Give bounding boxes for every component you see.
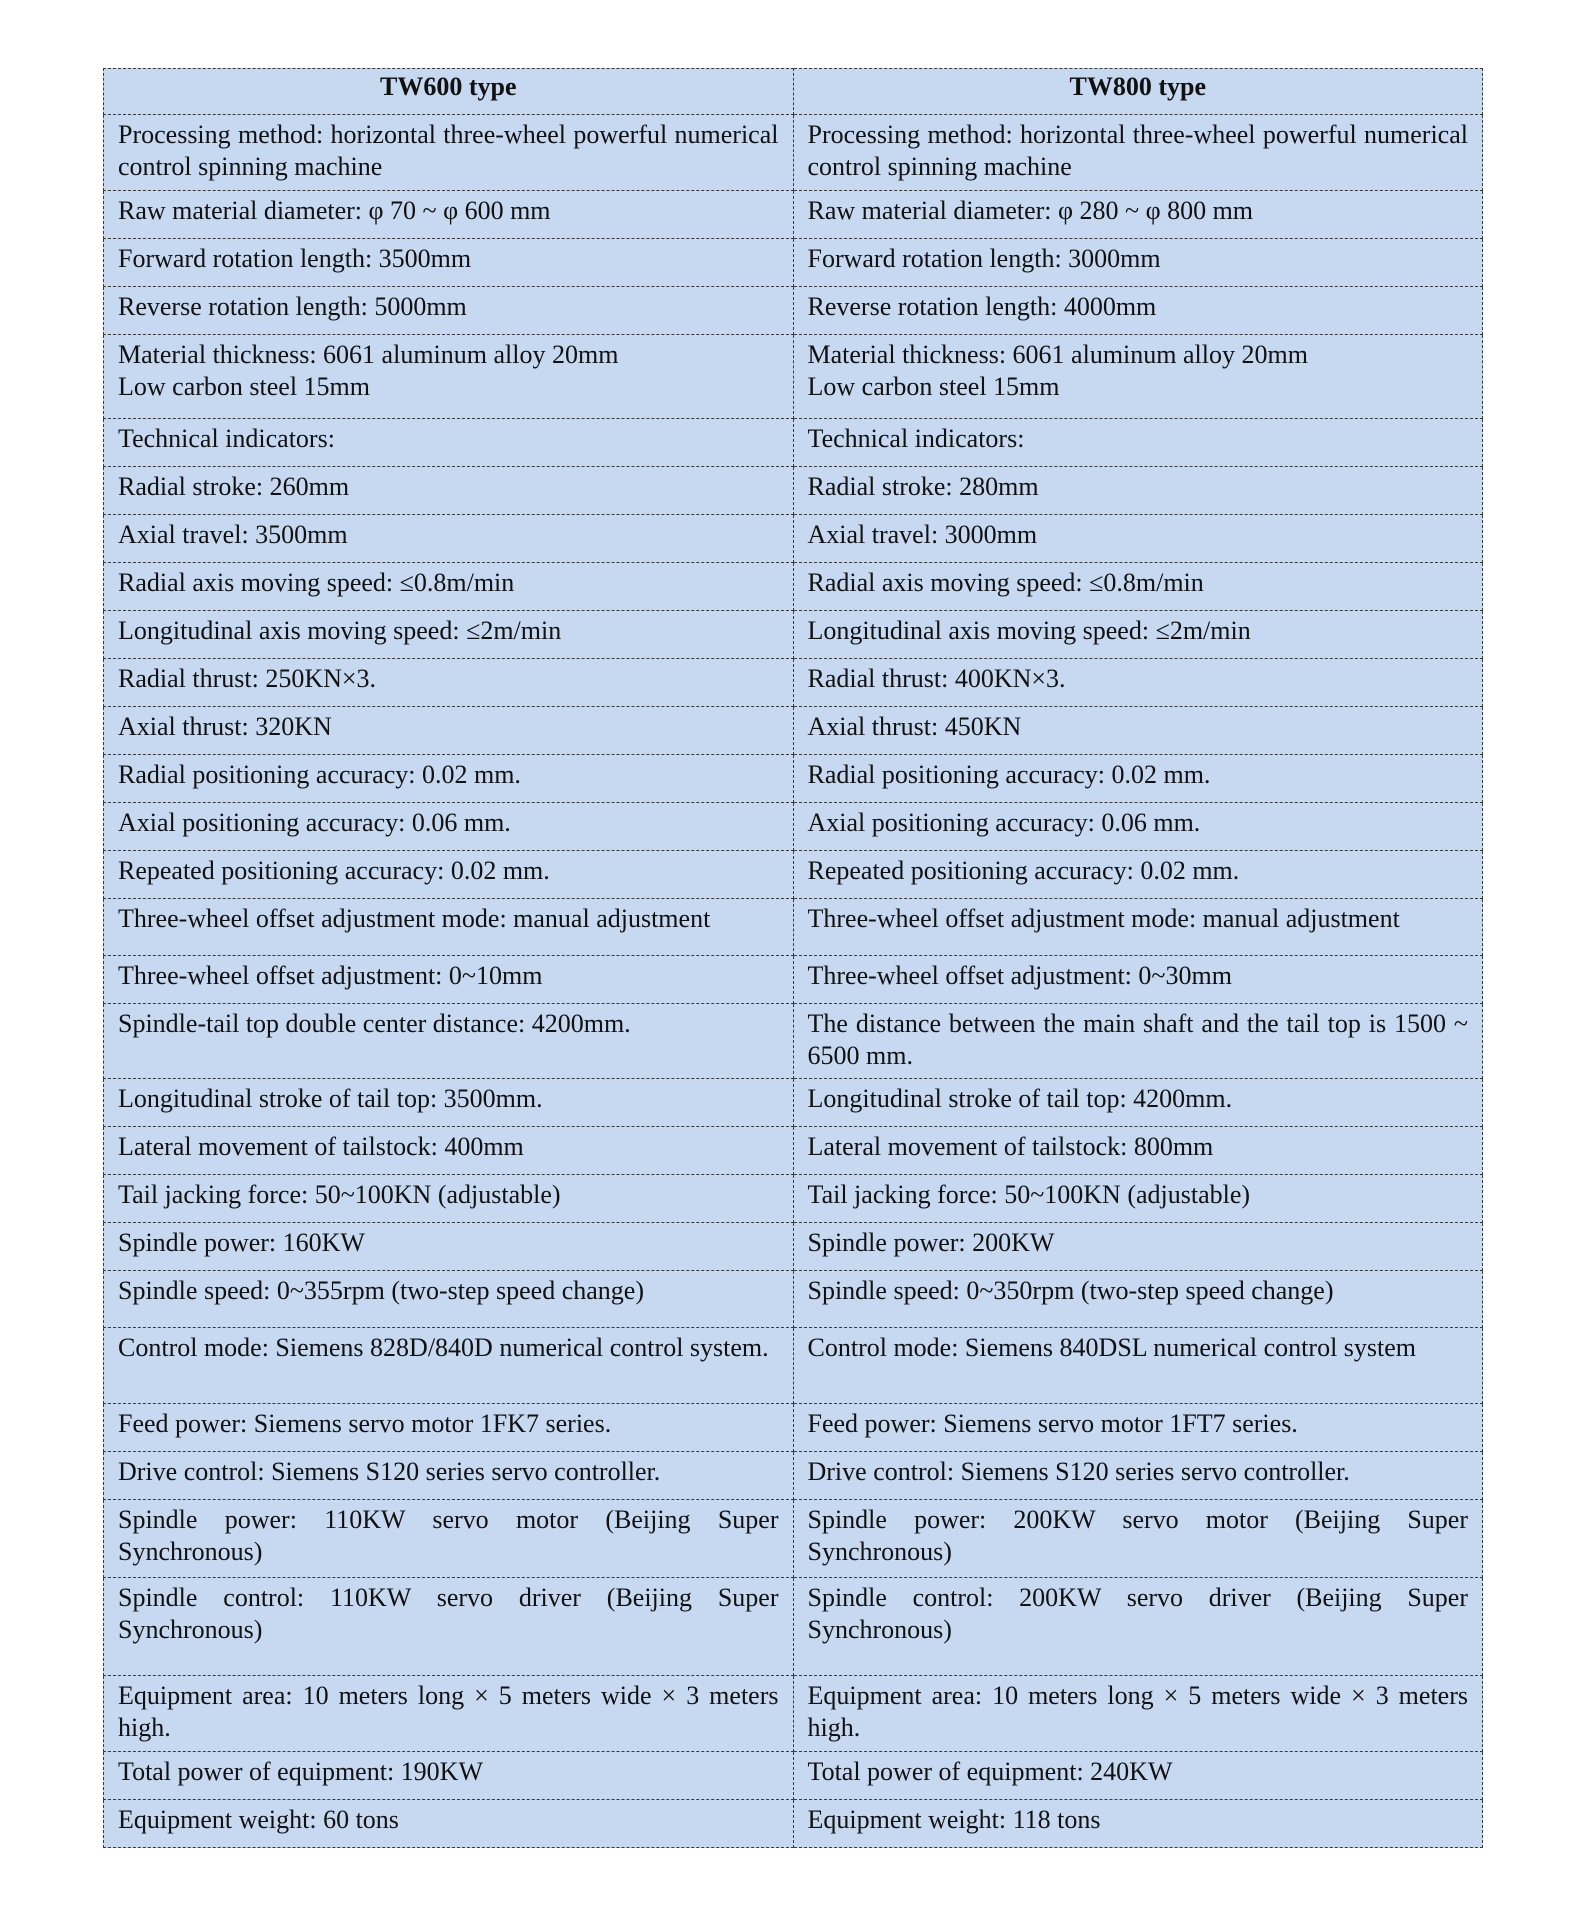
cell-text: Spindle-tail top double center distance: 4200mm. xyxy=(118,1009,631,1038)
cell-text: Radial thrust: 400KN×3. xyxy=(807,664,1066,693)
cell-text: Equipment area: 10 meters long × 5 meters wide × 3 meters high. xyxy=(807,1681,1468,1742)
cell-text: Three-wheel offset adjustment mode: manual adjustment xyxy=(118,904,711,933)
cell-tw800 xyxy=(793,1800,1483,1848)
cell-text: Radial thrust: 250KN×3. xyxy=(118,664,377,693)
cell-text: Longitudinal axis moving speed: ≤2m/min xyxy=(118,616,562,645)
cell-tw600 xyxy=(104,515,794,563)
cell-tw800 xyxy=(793,191,1483,239)
cell-text-line: Material thickness: 6061 aluminum alloy 20mm xyxy=(807,340,1308,369)
cell-tw600 xyxy=(104,1223,794,1271)
cell-tw800 xyxy=(793,755,1483,803)
table-header-row xyxy=(104,69,1483,115)
table-row xyxy=(104,1223,1483,1271)
table-row xyxy=(104,1752,1483,1800)
table-row xyxy=(104,1004,1483,1079)
cell-text-line: Low carbon steel 15mm xyxy=(118,372,370,401)
cell-tw800 xyxy=(793,515,1483,563)
table-row xyxy=(104,335,1483,419)
cell-tw600 xyxy=(104,467,794,515)
cell-tw600 xyxy=(104,239,794,287)
cell-text-line: Low carbon steel 15mm xyxy=(807,372,1060,401)
cell-tw800 xyxy=(793,1578,1483,1676)
cell-text: Longitudinal stroke of tail top: 4200mm. xyxy=(807,1084,1233,1113)
cell-text: Radial stroke: 280mm xyxy=(807,472,1039,501)
cell-text: Spindle power: 200KW xyxy=(807,1228,1055,1257)
cell-text: Spindle control: 110KW servo driver (Beijing Super Synchronous) xyxy=(118,1583,779,1644)
cell-tw800 xyxy=(793,1223,1483,1271)
table-row xyxy=(104,851,1483,899)
cell-tw800 xyxy=(793,956,1483,1004)
cell-tw800 xyxy=(793,659,1483,707)
cell-text: Equipment weight: 118 tons xyxy=(807,1805,1101,1834)
cell-tw600 xyxy=(104,851,794,899)
table-row xyxy=(104,287,1483,335)
cell-tw600 xyxy=(104,707,794,755)
table-row xyxy=(104,1500,1483,1578)
cell-tw600 xyxy=(104,1175,794,1223)
cell-text: Total power of equipment: 190KW xyxy=(118,1757,483,1786)
cell-tw800 xyxy=(793,1175,1483,1223)
cell-text: Feed power: Siemens servo motor 1FK7 series. xyxy=(118,1409,612,1438)
table-row xyxy=(104,707,1483,755)
cell-text: Processing method: horizontal three-wheel powerful numerical control spinning machine xyxy=(118,120,779,181)
cell-tw800 xyxy=(793,1004,1483,1079)
table-row xyxy=(104,515,1483,563)
cell-tw600 xyxy=(104,899,794,956)
cell-text: Three-wheel offset adjustment mode: manual adjustment xyxy=(807,904,1400,933)
cell-text: Spindle speed: 0~350rpm (two-step speed change) xyxy=(807,1276,1334,1305)
cell-tw600 xyxy=(104,611,794,659)
cell-text: Forward rotation length: 3500mm xyxy=(118,244,472,273)
cell-tw800 xyxy=(793,851,1483,899)
cell-text: Reverse rotation length: 5000mm xyxy=(118,292,467,321)
table-row xyxy=(104,467,1483,515)
cell-text: Axial travel: 3500mm xyxy=(118,520,348,549)
cell-tw800 xyxy=(793,803,1483,851)
cell-text: Radial positioning accuracy: 0.02 mm. xyxy=(118,760,521,789)
cell-text: Three-wheel offset adjustment: 0~10mm xyxy=(118,961,543,990)
cell-tw800 xyxy=(793,419,1483,467)
cell-text: Axial thrust: 320KN xyxy=(118,712,332,741)
cell-text: Repeated positioning accuracy: 0.02 mm. xyxy=(118,856,550,885)
table-row xyxy=(104,1404,1483,1452)
cell-tw800 xyxy=(793,707,1483,755)
cell-text: Control mode: Siemens 828D/840D numerical control system. xyxy=(118,1333,769,1362)
cell-tw600 xyxy=(104,1404,794,1452)
cell-tw600 xyxy=(104,1578,794,1676)
cell-text: Feed power: Siemens servo motor 1FT7 series. xyxy=(807,1409,1298,1438)
cell-text: Reverse rotation length: 4000mm xyxy=(807,292,1157,321)
cell-text: Lateral movement of tailstock: 400mm xyxy=(118,1132,524,1161)
cell-text: Axial positioning accuracy: 0.06 mm. xyxy=(807,808,1201,837)
cell-text: Processing method: horizontal three-wheel powerful numerical control spinning machine xyxy=(807,120,1468,181)
cell-text: Radial stroke: 260mm xyxy=(118,472,350,501)
cell-tw800 xyxy=(793,611,1483,659)
cell-text: Total power of equipment: 240KW xyxy=(807,1757,1173,1786)
cell-tw800 xyxy=(793,1328,1483,1404)
cell-text: Axial travel: 3000mm xyxy=(807,520,1038,549)
table-row xyxy=(104,1676,1483,1752)
cell-tw600 xyxy=(104,956,794,1004)
cell-text: Drive control: Siemens S120 series servo controller. xyxy=(807,1457,1350,1486)
cell-tw600 xyxy=(104,1079,794,1127)
cell-tw600 xyxy=(104,1800,794,1848)
cell-text: Spindle power: 200KW servo motor (Beijing Super Synchronous) xyxy=(807,1505,1468,1566)
cell-text: Spindle power: 160KW xyxy=(118,1228,365,1257)
cell-tw800 xyxy=(793,563,1483,611)
cell-tw800 xyxy=(793,1271,1483,1328)
cell-text: Spindle control: 200KW servo driver (Beijing Super Synchronous) xyxy=(807,1583,1468,1644)
cell-text: Forward rotation length: 3000mm xyxy=(807,244,1161,273)
cell-text: Technical indicators: xyxy=(118,424,335,453)
table-row xyxy=(104,1800,1483,1848)
cell-tw600 xyxy=(104,1452,794,1500)
cell-text: Three-wheel offset adjustment: 0~30mm xyxy=(807,961,1232,990)
table-row xyxy=(104,803,1483,851)
table-row xyxy=(104,1175,1483,1223)
cell-text: Spindle speed: 0~355rpm (two-step speed change) xyxy=(118,1276,644,1305)
cell-text: Tail jacking force: 50~100KN (adjustable) xyxy=(807,1180,1251,1209)
column-header-tw600: TW600 type xyxy=(104,69,794,115)
table-row xyxy=(104,563,1483,611)
cell-tw600 xyxy=(104,419,794,467)
cell-text: Equipment weight: 60 tons xyxy=(118,1805,399,1834)
cell-tw600 xyxy=(104,803,794,851)
cell-text: Control mode: Siemens 840DSL numerical control system xyxy=(807,1333,1417,1362)
table-row xyxy=(104,611,1483,659)
cell-tw800 xyxy=(793,335,1483,419)
cell-text: Lateral movement of tailstock: 800mm xyxy=(807,1132,1214,1161)
cell-text: Axial positioning accuracy: 0.06 mm. xyxy=(118,808,511,837)
table-row xyxy=(104,755,1483,803)
table-row xyxy=(104,419,1483,467)
table-row xyxy=(104,659,1483,707)
cell-tw800 xyxy=(793,1404,1483,1452)
table-row xyxy=(104,1328,1483,1404)
cell-text-line: Material thickness: 6061 aluminum alloy 20mm xyxy=(118,340,619,369)
spec-comparison-table xyxy=(103,68,1483,1848)
cell-text: Technical indicators: xyxy=(807,424,1025,453)
cell-text: Raw material diameter: φ 280 ~ φ 800 mm xyxy=(807,196,1254,225)
table-body xyxy=(104,115,1483,1848)
cell-tw600 xyxy=(104,1004,794,1079)
cell-tw600 xyxy=(104,115,794,191)
cell-text: The distance between the main shaft and the tail top is 1500 ~ 6500 mm. xyxy=(807,1009,1468,1070)
cell-text: Drive control: Siemens S120 series servo controller. xyxy=(118,1457,661,1486)
cell-text: Raw material diameter: φ 70 ~ φ 600 mm xyxy=(118,196,551,225)
cell-tw600 xyxy=(104,1127,794,1175)
cell-tw800 xyxy=(793,1127,1483,1175)
cell-tw600 xyxy=(104,287,794,335)
cell-tw800 xyxy=(793,467,1483,515)
table-row xyxy=(104,239,1483,287)
cell-tw800 xyxy=(793,1452,1483,1500)
cell-text: Repeated positioning accuracy: 0.02 mm. xyxy=(807,856,1240,885)
cell-text: Tail jacking force: 50~100KN (adjustable) xyxy=(118,1180,561,1209)
table-row xyxy=(104,956,1483,1004)
cell-tw800 xyxy=(793,1500,1483,1578)
table-row xyxy=(104,191,1483,239)
column-header-tw800: TW800 type xyxy=(793,69,1483,115)
cell-text: Radial axis moving speed: ≤0.8m/min xyxy=(807,568,1204,597)
cell-tw600 xyxy=(104,1500,794,1578)
cell-tw800 xyxy=(793,239,1483,287)
cell-text: Radial positioning accuracy: 0.02 mm. xyxy=(807,760,1211,789)
cell-text: Spindle power: 110KW servo motor (Beijing Super Synchronous) xyxy=(118,1505,779,1566)
cell-tw600 xyxy=(104,563,794,611)
cell-tw800 xyxy=(793,115,1483,191)
cell-tw600 xyxy=(104,659,794,707)
cell-tw600 xyxy=(104,1676,794,1752)
table-row xyxy=(104,1127,1483,1175)
cell-tw600 xyxy=(104,755,794,803)
cell-text: Longitudinal stroke of tail top: 3500mm. xyxy=(118,1084,543,1113)
table-row xyxy=(104,1271,1483,1328)
table-row xyxy=(104,1452,1483,1500)
cell-text: Radial axis moving speed: ≤0.8m/min xyxy=(118,568,515,597)
cell-tw600 xyxy=(104,1271,794,1328)
table-row xyxy=(104,115,1483,191)
table-row xyxy=(104,899,1483,956)
cell-tw600 xyxy=(104,191,794,239)
cell-tw600 xyxy=(104,1752,794,1800)
cell-tw800 xyxy=(793,1752,1483,1800)
table-row xyxy=(104,1079,1483,1127)
cell-tw800 xyxy=(793,1079,1483,1127)
cell-tw600 xyxy=(104,1328,794,1404)
cell-tw600 xyxy=(104,335,794,419)
cell-tw800 xyxy=(793,899,1483,956)
cell-text: Equipment area: 10 meters long × 5 meters wide × 3 meters high. xyxy=(118,1681,779,1742)
cell-text: Axial thrust: 450KN xyxy=(807,712,1022,741)
cell-text: Longitudinal axis moving speed: ≤2m/min xyxy=(807,616,1251,645)
cell-tw800 xyxy=(793,287,1483,335)
table-row xyxy=(104,1578,1483,1676)
cell-tw800 xyxy=(793,1676,1483,1752)
